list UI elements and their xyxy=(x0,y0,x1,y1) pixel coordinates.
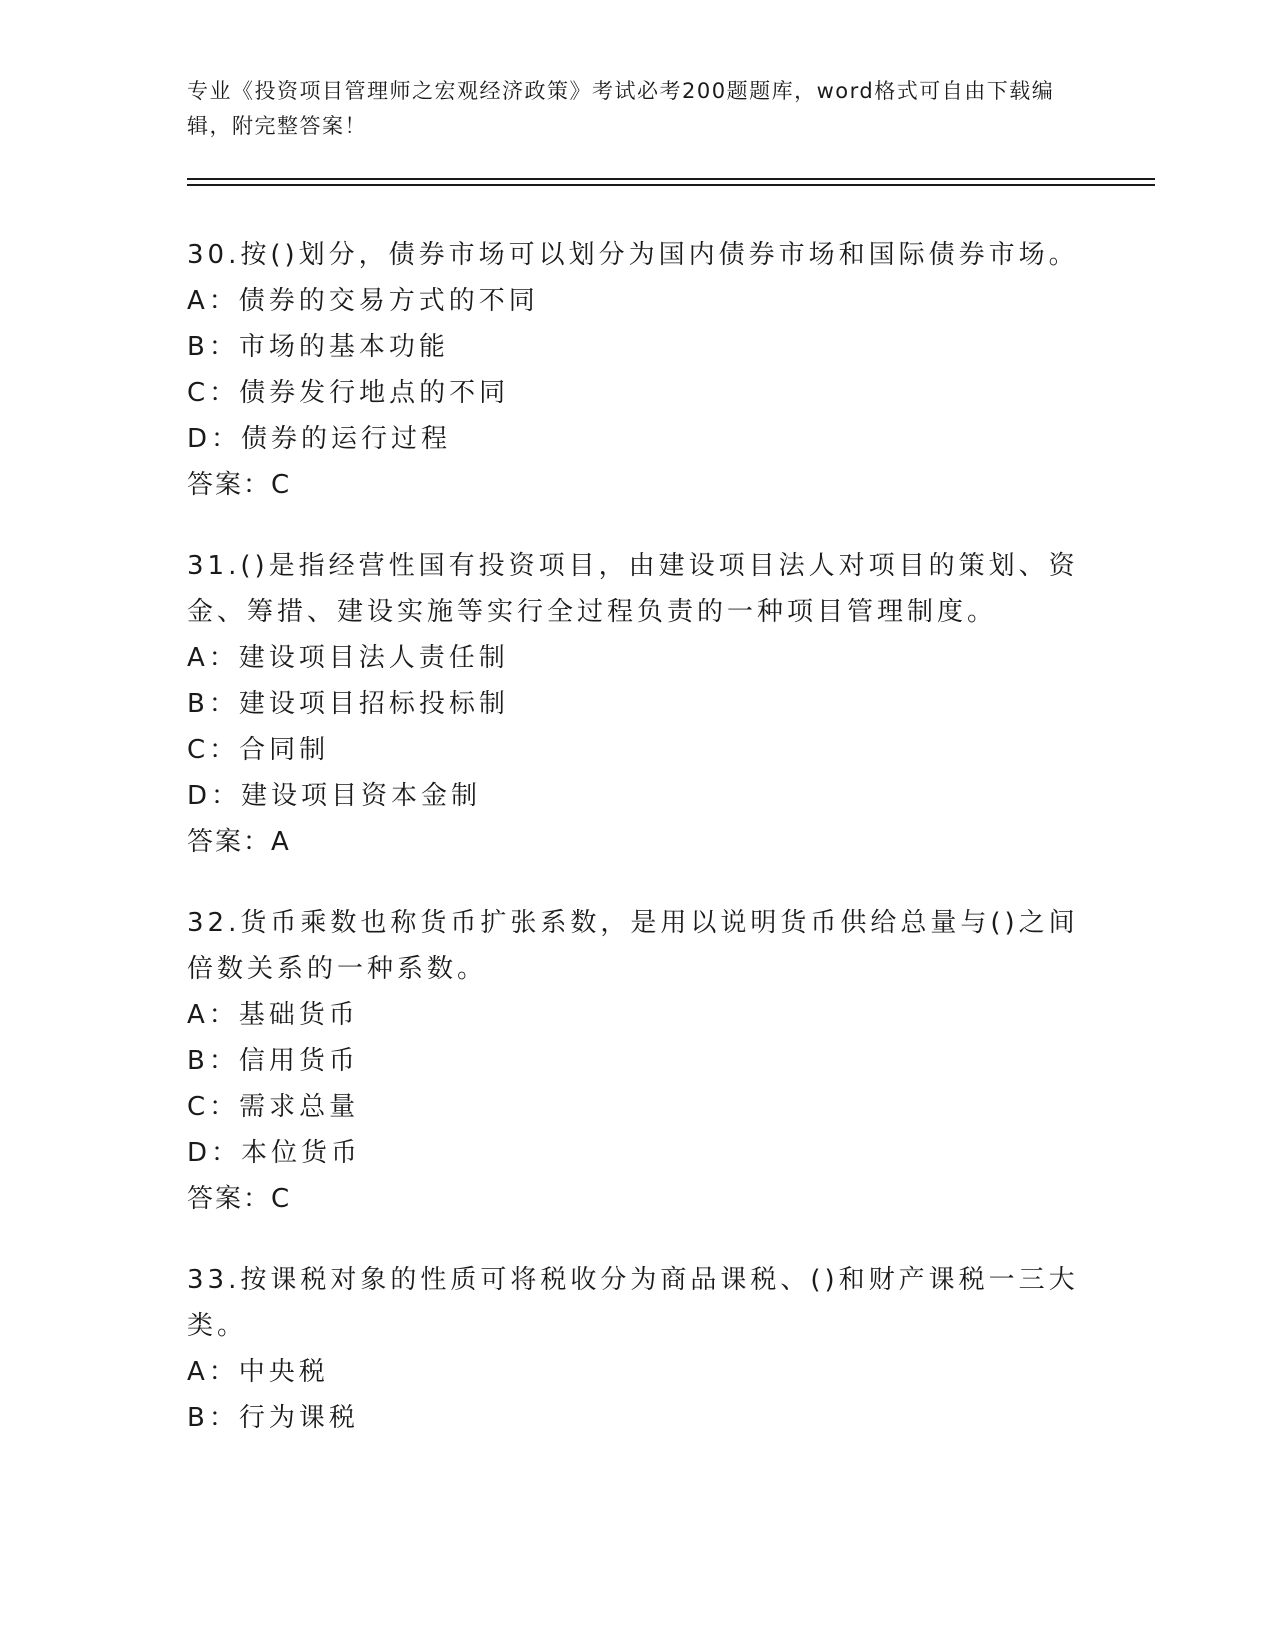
question-text: 30.按()划分，债券市场可以划分为国内债券市场和国际债券市场。 xyxy=(187,240,1079,270)
answer: 答案：C xyxy=(187,470,292,500)
option-b: B：信用货币 xyxy=(187,1046,359,1076)
option-a: A：基础货币 xyxy=(187,1000,359,1030)
question-text: 33.按课税对象的性质可将税收分为商品课税、()和财产课税一三大类。 xyxy=(187,1265,1079,1341)
question-text: 32.货币乘数也称货币扩张系数，是用以说明货币供给总量与()之间倍数关系的一种系数。 xyxy=(187,908,1079,984)
option-b: B：市场的基本功能 xyxy=(187,332,449,362)
question-31 xyxy=(187,543,1087,865)
option-c: C：合同制 xyxy=(187,735,330,765)
document-intro: 专业《投资项目管理师之宏观经济政策》考试必考200题题库，word格式可自由下载编辑，附完整答案！ xyxy=(187,79,1055,138)
question-list xyxy=(187,232,1087,1476)
option-a: A：建设项目法人责任制 xyxy=(187,643,509,673)
question-text: 31.()是指经营性国有投资项目，由建设项目法人对项目的策划、资金、筹措、建设实施等实行全过程负责的一种项目管理制度。 xyxy=(187,551,1079,627)
question-32 xyxy=(187,900,1087,1222)
option-a: A：债券的交易方式的不同 xyxy=(187,286,539,316)
header-divider-bottom xyxy=(187,184,1155,186)
answer: 答案：C xyxy=(187,1184,292,1214)
option-c: C：债券发行地点的不同 xyxy=(187,378,510,408)
option-d: D：债券的运行过程 xyxy=(187,424,452,454)
header-divider-top xyxy=(187,178,1155,180)
option-d: D：本位货币 xyxy=(187,1138,362,1168)
option-a: A：中央税 xyxy=(187,1357,329,1387)
option-b: B：行为课税 xyxy=(187,1403,359,1433)
question-30 xyxy=(187,232,1087,508)
option-b: B：建设项目招标投标制 xyxy=(187,689,509,719)
question-33 xyxy=(187,1257,1087,1441)
answer: 答案：A xyxy=(187,827,291,857)
option-d: D：建设项目资本金制 xyxy=(187,781,482,811)
option-c: C：需求总量 xyxy=(187,1092,360,1122)
